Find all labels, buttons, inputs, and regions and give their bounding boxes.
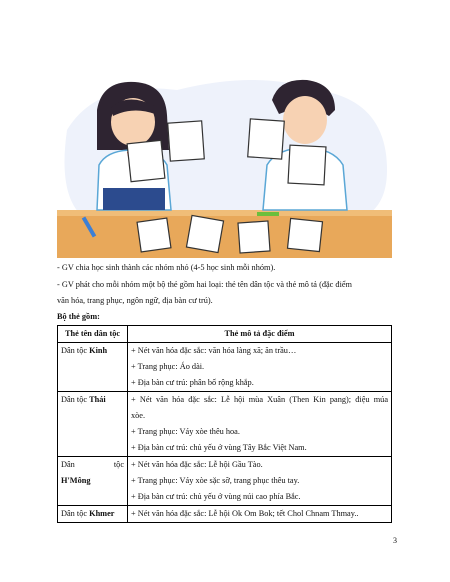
ethnic-name-cell: Dân tộc Khmer <box>58 506 128 523</box>
ethnic-name-cell: Dân tộc Kinh <box>58 343 128 392</box>
cards-table <box>57 325 392 523</box>
description-cell: + Nét văn hóa đặc sắc: Lễ hội mùa Xuân (Then Kin pang); điệu múa xòe. + Trang phục: Váy xòe thêu hoa. + Địa bàn cư trú: chủ yếu ở vùng Tây Bắc Việt Nam. <box>128 392 392 457</box>
ethnic-name-cell: Dân tộc H'Mông <box>58 457 128 506</box>
table-row <box>58 506 392 523</box>
table-row <box>58 392 392 457</box>
ethnic-name-cell: Dân tộc Thái <box>58 392 128 457</box>
table-row <box>58 457 392 506</box>
students-illustration <box>57 70 392 258</box>
set-heading: Bộ thẻ gồm: <box>57 312 100 321</box>
description-cell: + Nét văn hóa đặc sắc: Lễ hội Gầu Tào. + Trang phục: Váy xòe sặc sỡ, trang phục thêu tay. + Địa bàn cư trú: chủ yếu ở vùng núi cao phía Bắc. <box>128 457 392 506</box>
page-number: 3 <box>393 536 397 545</box>
description-cell: + Nét văn hóa đặc sắc: văn hóa làng xã; ăn trầu… + Trang phục: Áo dài. + Địa bàn cư trú: phân bố rộng khắp. <box>128 343 392 392</box>
header-ethnic-name: Thẻ tên dân tộc <box>58 326 128 343</box>
table-header-row <box>58 326 392 343</box>
header-description: Thẻ mô tả đặc điểm <box>128 326 392 343</box>
intro-line-2: - GV phát cho mỗi nhóm một bộ thẻ gồm hai loại: thẻ tên dân tộc và thẻ mô tả (đặc điểm <box>57 280 353 289</box>
intro-line-1: - GV chia học sinh thành các nhóm nhỏ (4-5 học sinh mỗi nhóm). <box>57 263 276 272</box>
table-row <box>58 343 392 392</box>
description-cell: + Nét văn hóa đặc sắc: Lễ hội Ok Om Bok; tết Chol Chnam Thmay.. <box>128 506 392 523</box>
intro-line-3: văn hóa, trang phục, ngôn ngữ, địa bàn cư trú). <box>57 296 213 305</box>
